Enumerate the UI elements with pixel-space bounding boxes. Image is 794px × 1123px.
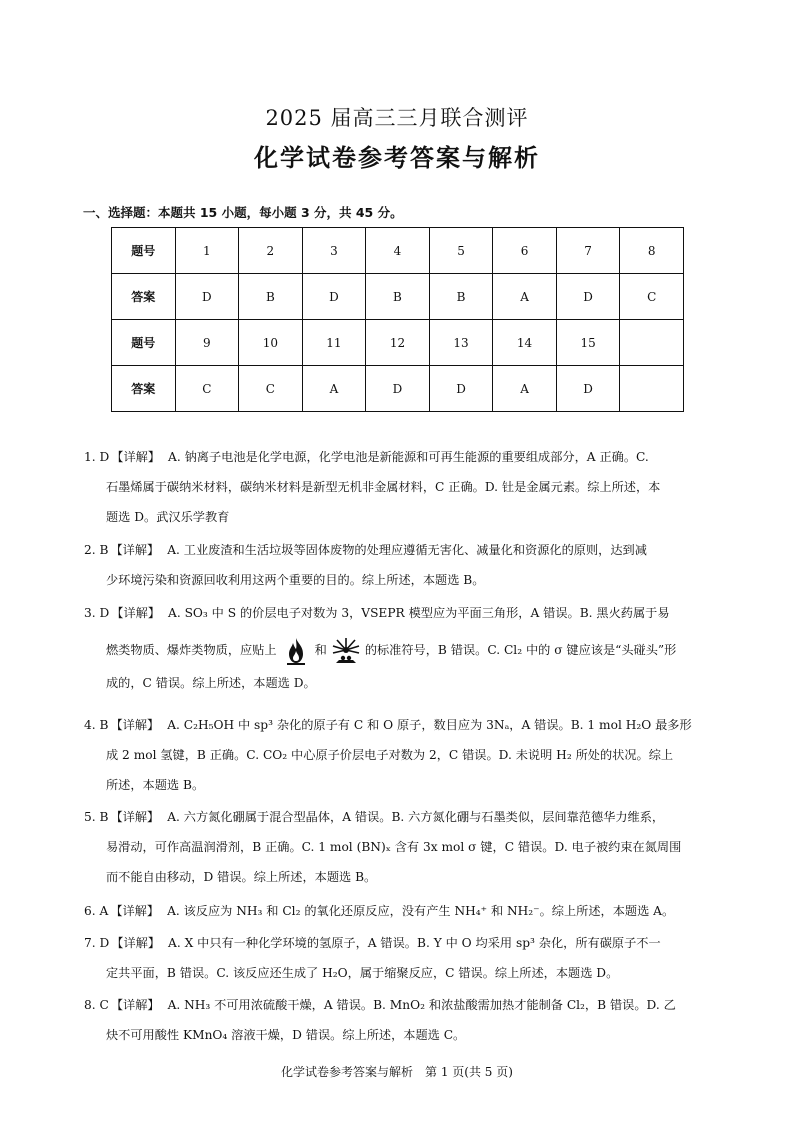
detail-tag: 【详解】 [110,810,160,824]
answer-cell: A [302,366,366,412]
answer-cell: A [493,274,557,320]
row-label: 题号 [112,320,176,366]
explanation-q7 [84,928,714,988]
row-label: 答案 [112,366,176,412]
answer-cell: D [175,274,239,320]
explosive-hazard-icon [331,636,361,666]
explanation-line: 8. C 【详解】 A. NH₃ 不可用浓硫酸干燥，A 错误。B. MnO₂ 和浓盐酸需加热才能制备 Cl₂，B 错误。D. 乙 [84,990,714,1020]
row-label: 答案 [112,274,176,320]
explanation-line: 题选 D。武汉乐学教育 [106,510,230,524]
explanation-line: 易滑动，可作高温润滑剂，B 正确。C. 1 mol (BN)ₓ 含有 3x mol σ 键，C 错误。D. 电子被约束在氮周围 [106,840,682,854]
explanation-q3 [84,598,714,698]
answer-cell: D [556,274,620,320]
question-number: 4 [366,228,430,274]
section-heading: 一、选择题：本题共 15 小题，每小题 3 分，共 45 分。 [83,205,403,220]
question-number: 6 [493,228,557,274]
answer-cell: D [302,274,366,320]
answer-cell: C [239,366,303,412]
table-row-questions-2 [112,320,684,366]
question-number: 1 [175,228,239,274]
explanation-q4 [84,710,714,800]
detail-tag: 【详解】 [111,936,161,950]
detail-tag: 【详解】 [111,450,161,464]
question-number: 12 [366,320,430,366]
explanation-line: 4. B 【详解】 A. C₂H₅OH 中 sp³ 杂化的原子有 C 和 O 原子，数目应为 3Nₐ，A 错误。B. 1 mol H₂O 最多形 [84,710,714,740]
explanation-line: 定共平面，B 错误。C. 该反应还生成了 H₂O，属于缩聚反应，C 错误。综上所述，本题选 D。 [106,966,619,980]
question-label: 1. D [84,450,110,464]
question-number: 9 [175,320,239,366]
question-label: 4. B [84,718,109,732]
question-label: 6. A [84,904,109,918]
answer-cell: D [556,366,620,412]
answer-table [111,227,684,412]
question-label: 8. C [84,998,109,1012]
explanation-line: 6. A 【详解】 A. 该反应为 NH₃ 和 Cl₂ 的氧化还原反应，没有产生 NH₄⁺ 和 NH₂⁻。综上所述，本题选 A。 [84,896,714,926]
explanation-line: 少环境污染和资源回收利用这两个重要的目的。综上所述，本题选 B。 [106,573,485,587]
explanation-q8 [84,990,714,1050]
exam-title: 2025 届高三三月联合测评 [265,106,529,130]
explanation-line: 炔不可用酸性 KMnO₄ 溶液干燥，D 错误。综上所述，本题选 C。 [106,1028,466,1042]
question-label: 3. D [84,606,110,620]
answer-cell: D [429,366,493,412]
row-label: 题号 [112,228,176,274]
answer-cell: C [175,366,239,412]
question-number: 11 [302,320,366,366]
explanation-line: 7. D 【详解】 A. X 中只有一种化学环境的氢原子，A 错误。B. Y 中 O 均采用 sp³ 杂化，所有碳原子不一 [84,928,714,958]
answer-cell: A [493,366,557,412]
question-number: 10 [239,320,303,366]
explanation-line: 2. B 【详解】 A. 工业废渣和生活垃圾等固体废物的处理应遵循无害化、减量化和资源化的原则，达到减 [84,535,714,565]
explanation-q2 [84,535,714,595]
detail-tag: 【详解】 [110,718,160,732]
explanation-q5 [84,802,714,892]
question-number: 7 [556,228,620,274]
explanation-line: 1. D 【详解】 A. 钠离子电池是化学电源，化学电池是新能源和可再生能源的重要组成部分，A 正确。C. [84,442,714,472]
question-number: 14 [493,320,557,366]
detail-tag: 【详解】 [111,606,161,620]
question-label: 7. D [84,936,110,950]
question-number: 13 [429,320,493,366]
explanation-line: 5. B 【详解】 A. 六方氮化硼属于混合型晶体，A 错误。B. 六方氮化硼与石墨类似，层间靠范德华力维系， [84,802,714,832]
table-row-answers-1 [112,274,684,320]
question-number: 8 [620,228,684,274]
answer-cell: C [620,274,684,320]
answer-cell: B [239,274,303,320]
explanation-line: 成 2 mol 氢键，B 正确。C. CO₂ 中心原子价层电子对数为 2，C 错误。D. 未说明 H₂ 所处的状况。综上 [106,748,674,762]
detail-tag: 【详解】 [110,543,160,557]
explanation-line: 成的，C 错误。综上所述，本题选 D。 [106,676,316,690]
flammable-hazard-icon [281,636,311,666]
explanation-line: 燃类物质、爆炸类物质，应贴上 和 的标准符号，B 错误。C. Cl₂ 中的 σ 键应该是“头碰头”形 [84,628,714,672]
explanation-q6 [84,896,714,926]
page-footer: 化学试卷参考答案与解析 第 1 页(共 5 页) [281,1065,513,1079]
table-row-answers-2 [112,366,684,412]
explanation-line: 而不能自由移动，D 错误。综上所述，本题选 B。 [106,870,377,884]
detail-tag: 【详解】 [110,904,160,918]
explanation-line: 石墨烯属于碳纳米材料，碳纳米材料是新型无机非金属材料，C 正确。D. 钍是金属元素。综上所述，本 [106,480,661,494]
question-label: 5. B [84,810,109,824]
document-subtitle: 化学试卷参考答案与解析 [254,144,540,172]
question-number: 3 [302,228,366,274]
answer-cell: B [366,274,430,320]
explanation-line: 所述，本题选 B。 [106,778,205,792]
answer-cell: B [429,274,493,320]
question-number: 2 [239,228,303,274]
detail-tag: 【详解】 [110,998,160,1012]
question-number [620,320,684,366]
explanation-q1 [84,442,714,532]
question-number: 15 [556,320,620,366]
question-number: 5 [429,228,493,274]
answer-cell [620,366,684,412]
answer-cell: D [366,366,430,412]
table-row-questions-1 [112,228,684,274]
explanation-line: 3. D 【详解】 A. SO₃ 中 S 的价层电子对数为 3，VSEPR 模型应为平面三角形，A 错误。B. 黑火药属于易 [84,598,714,628]
question-label: 2. B [84,543,109,557]
